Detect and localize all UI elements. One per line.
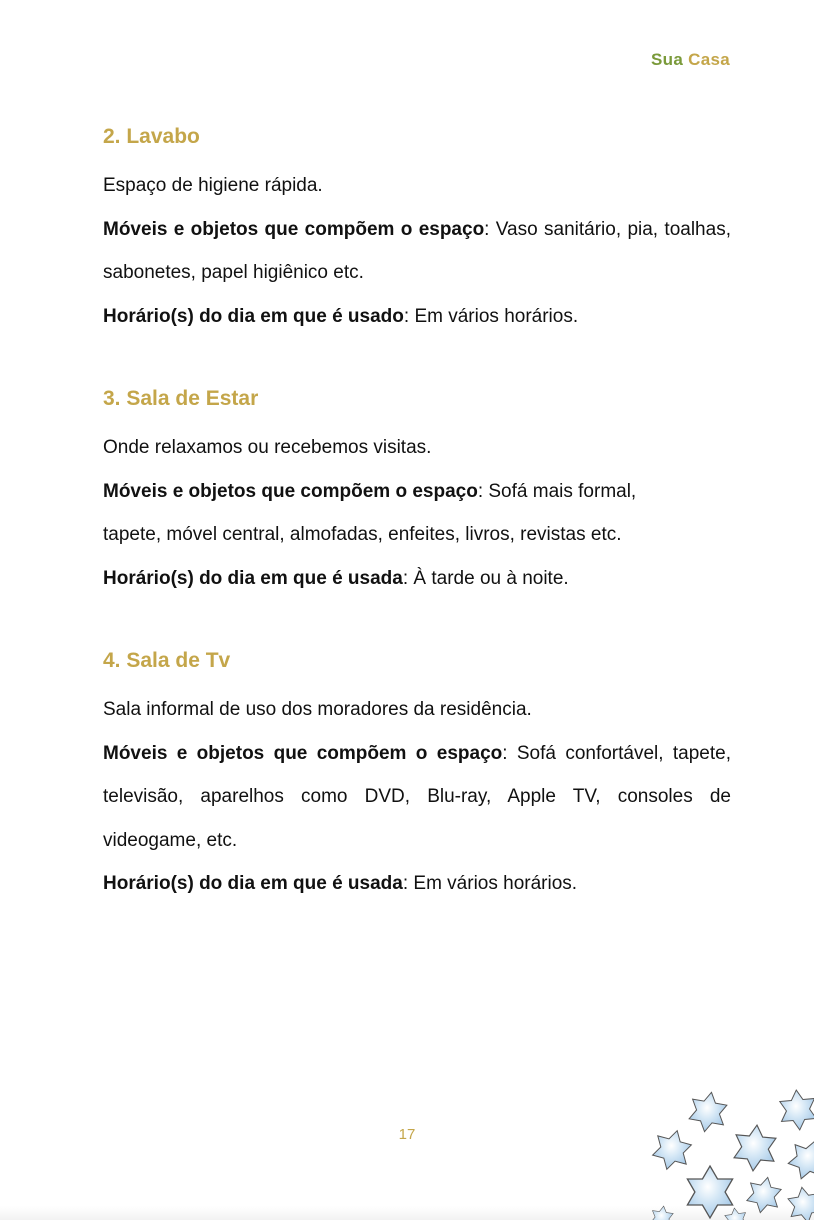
section-description: Onde relaxamos ou recebemos visitas. bbox=[103, 437, 432, 458]
section-description: Sala informal de uso dos moradores da residência. bbox=[103, 699, 532, 720]
furniture-text: : Sofá mais formal, tapete, móvel central, almofadas, enfeites, livros, revistas etc. bbox=[103, 480, 637, 545]
schedule-text: : Em vários horários. bbox=[402, 873, 578, 894]
section-title: 2. Lavabo bbox=[103, 125, 200, 148]
schedule-label: Horário(s) do dia em que é usada bbox=[103, 873, 403, 894]
furniture-paragraph bbox=[103, 208, 731, 295]
furniture-paragraph bbox=[103, 470, 693, 557]
section-sala-de-tv bbox=[103, 644, 731, 906]
section-lavabo bbox=[103, 120, 731, 338]
schedule-paragraph bbox=[103, 862, 731, 906]
schedule-label: Horário(s) do dia em que é usado bbox=[103, 305, 404, 327]
schedule-text: : À tarde ou à noite. bbox=[402, 567, 569, 589]
running-header bbox=[651, 50, 730, 70]
schedule-paragraph bbox=[103, 557, 731, 601]
furniture-label: Móveis e objetos que compõem o espaço bbox=[103, 742, 503, 764]
furniture-label: Móveis e objetos que compõem o espaço bbox=[103, 218, 485, 240]
schedule-text: : Em vários horários. bbox=[403, 305, 579, 327]
section-sala-de-estar bbox=[103, 382, 731, 600]
furniture-label: Móveis e objetos que compõem o espaço bbox=[103, 480, 478, 502]
furniture-paragraph bbox=[103, 732, 731, 863]
stars-decoration-icon bbox=[640, 1080, 814, 1220]
section-description: Espaço de higiene rápida. bbox=[103, 175, 323, 196]
page-number: 17 bbox=[398, 1126, 416, 1143]
schedule-paragraph bbox=[103, 295, 731, 339]
section-title: 4. Sala de Tv bbox=[103, 649, 231, 672]
page-content bbox=[103, 120, 731, 950]
furniture-text: : Vaso sanitário, pia, toalhas, sabonetes, papel higiênico etc. bbox=[103, 218, 731, 283]
header-word-1: Sua bbox=[651, 50, 684, 69]
schedule-label: Horário(s) do dia em que é usada bbox=[103, 567, 403, 589]
section-title: 3. Sala de Estar bbox=[103, 387, 259, 410]
furniture-text: : Sofá confortável, tapete, televisão, aparelhos como DVD, Blu-ray, Apple TV, consoles de videogame, etc. bbox=[103, 742, 731, 851]
header-word-2: Casa bbox=[688, 50, 730, 69]
